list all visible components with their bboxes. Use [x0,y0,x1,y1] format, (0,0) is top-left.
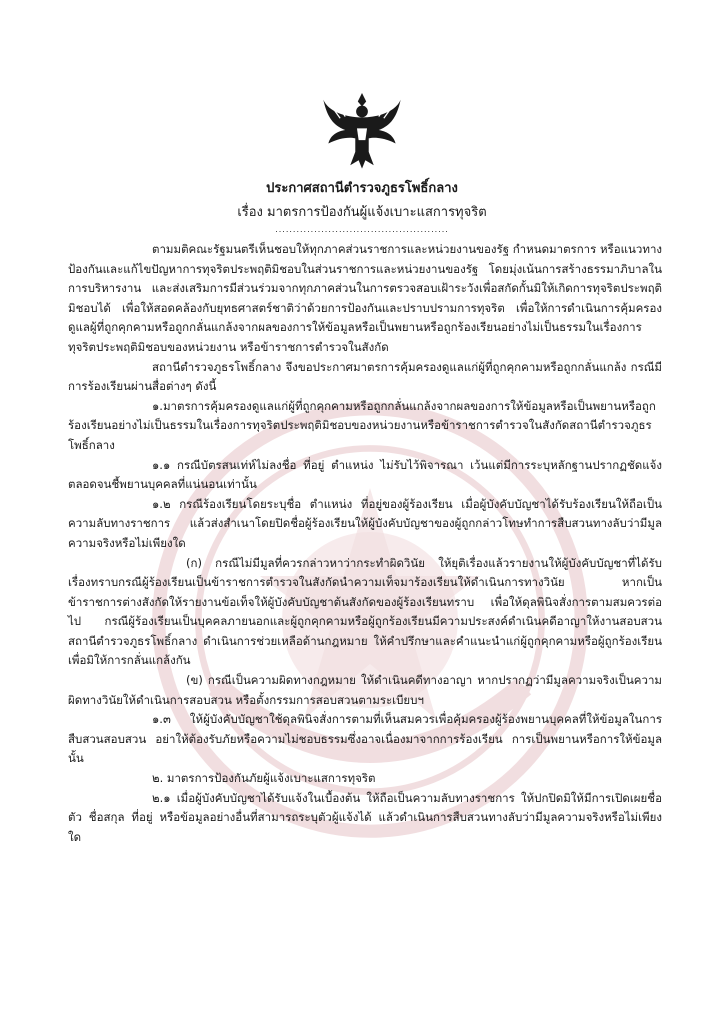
paragraph-measure-2-1: ๒.๑ เมื่อผู้บังคับบัญชาได้รับแจ้งในเบื้องต้น ให้ถือเป็นความลับทางราชการ ให้ปกปิดมิให้มีการเปิดเผยชื่อตัว ชื่อสกุล ที่อยู่ หรือข้อมูลอย่างอื่นที่สามารถระบุตัวผู้แจ้งได้ แล้วดำเนินการสืบสวนทางลับว่ามีมูลความจริงหรือไม่เพียงใด [68,790,662,844]
separator: ................................................. [275,225,449,234]
paragraph-measure-1-1: ๑.๑ กรณีบัตรสนเท่ห์ไม่ลงชื่อ ที่อยู่ ตำแหน่ง ไม่รับไว้พิจารณา เว้นแต่มีการระบุหลักฐานปรากฏชัดแจ้งตลอดจนชี้พยานบุคคลที่แน่นอนเท่านั้น [68,457,662,492]
paragraph-measure-1-3: ๑.๓ ให้ผู้บังคับบัญชาใช้ดุลพินิจสั่งการตามที่เห็นสมควรเพื่อคุ้มครองผู้ร้องพยานบุคคลที่ให้ข้อมูลในการสืบสวนสอบสวน อย่าให้ต้องรับภัยหรือความไม่ชอบธรรมซึ่งอาจเนื่องมาจากการร้องเรียน การเป็นพยานหรือการให้ข้อมูลนั้น [68,712,662,766]
announcement-subject: เรื่อง มาตรการป้องกันผู้แจ้งเบาะแสการทุจริต [237,205,487,220]
paragraph-measure-2: ๒. มาตรการป้องกันภัยผู้แจ้งเบาะแสการทุจริต [152,771,376,786]
paragraph-declaration: สถานีตำรวจภูธรโพธิ์กลาง จึงขอประกาศมาตรการคุ้มครองดูแลแก่ผู้ที่ถูกคุกคามหรือถูกกลั่นแกล้ง กรณีมีการร้องเรียนผ่านสื่อต่างๆ ดังนี้ [68,359,662,394]
paragraph-measure-1-2: ๑.๒ กรณีร้องเรียนโดยระบุชื่อ ตำแหน่ง ที่อยู่ของผู้ร้องเรียน เมื่อผู้บังคับบัญชาได้รับร้องเรียนให้ถือเป็นความลับทางราชการ แล้วส่งสำเนาโดยปิดชื่อผู้ร้องเรียนให้ผู้บังคับบัญชาของผู้ถูกกล่าวโทษทำการสืบสวนทางลับว่ามีมูลความจริงหรือไม่เพียงใด [68,496,662,550]
announcement-title: ประกาศสถานีตำรวจภูธรโพธิ์กลาง [266,181,458,196]
announcement-body [68,240,662,847]
paragraph-measure-1-2-b: (ข) กรณีเป็นความผิดทางกฎหมาย ให้ดำเนินคดีทางอาญา หากปรากฏว่ามีมูลความจริงเป็นความผิดทางวินัยให้ดำเนินการสอบสวน หรือตั้งกรรมการสอบสวนตามระเบียบฯ [68,673,662,707]
garuda-emblem-icon [320,88,404,172]
paragraph-measure-1-2-a: (ก) กรณีไม่มีมูลที่ควรกล่าวหาว่ากระทำผิดวินัย ให้ยุติเรื่องแล้วรายงานให้ผู้บังคับบัญชาที่ได้รับเรื่องทราบกรณีผู้ร้องเรียนเป็นข้าราชการตำรวจในสังกัดนำความเท็จมาร้องเรียนให้ดำเนินการทางวินัย หากเป็นข้าราชการต่างสังกัดให้รายงานข้อเท็จให้ผู้บังคับบัญชาต้นสังกัดของผู้ร้องเรียนทราบ เพื่อให้ดุลพินิจสั่งการตามสมควรต่อไป กรณีผู้ร้องเรียนเป็นบุคคลภายนอกและผู้ถูกคุกคามหรือผู้ถูกร้องเรียนมีความประสงค์ดำเนินคดีอาญาให้งานสอบสวนสถานีตำรวจภูธรโพธิ์กลาง ดำเนินการช่วยเหลือด้านกฎหมาย ให้คำปรึกษาและคำแนะนำแก่ผู้ถูกคุกคามหรือผู้ถูกร้องเรียน เพื่อมิให้การกลั่นแกล้งกัน [68,555,662,668]
paragraph-preamble: ตามมติคณะรัฐมนตรีเห็นชอบให้ทุกภาคส่วนราชการและหน่วยงานของรัฐ กำหนดมาตรการ หรือแนวทางป้องกันและแก้ไขปัญหาการทุจริตประพฤติมิชอบในส่วนราชการและหน่วยงานของรัฐ โดยมุ่งเน้นการสร้างธรรมาภิบาลในการบริหารงาน และส่งเสริมการมีส่วนร่วมจากทุกภาคส่วนในการตรวจสอบเฝ้าระวังเพื่อสกัดกั้นมิให้เกิดการทุจริตประพฤติมิชอบได้ เพื่อให้สอดคล้องกับยุทธศาสตร์ชาติว่าด้วยการป้องกันและปราบปรามการทุจริต เพื่อให้การดำเนินการคุ้มครองดูแลผู้ที่ถูกคุกคามหรือถูกกลั่นแกล้งจากผลของการให้ข้อมูลหรือเป็นพยานหรือถูกร้องเรียนอย่างไม่เป็นธรรมในเรื่องการทุจริตประพฤติมิชอบของหน่วยงาน หรือข้าราชการตำรวจในสังกัด [68,242,663,354]
paragraph-measure-1: ๑.มาตรการคุ้มครองดูแลแก่ผู้ที่ถูกคุกคามหรือถูกกลั่นแกล้งจากผลของการให้ข้อมูลหรือเป็นพยานหรือถูกร้องเรียนอย่างไม่เป็นธรรมในเรื่องการทุจริตประพฤติมิชอบของหน่วยงานหรือข้าราชการตำรวจในสังกัดสถานีตำรวจภูธรโพธิ์กลาง [68,398,656,452]
